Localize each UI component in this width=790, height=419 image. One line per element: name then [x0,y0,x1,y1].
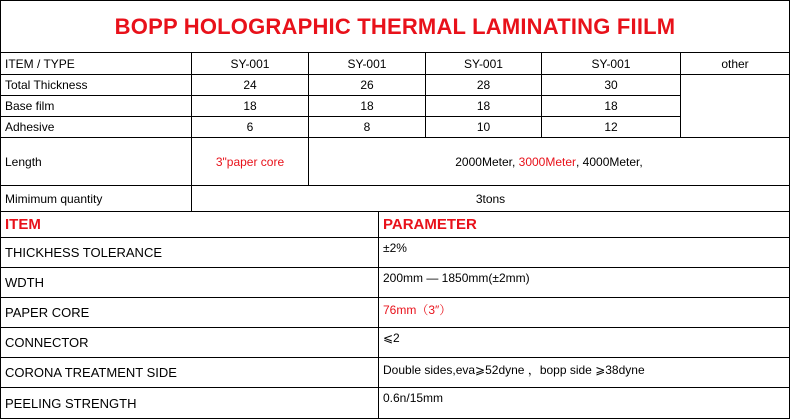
adhesive-row-label: Adhesive [1,117,192,138]
param-item: CONNECTOR [1,328,379,358]
length-value-4000: , 4000Meter, [576,154,643,169]
param-item: PEELING STRENGTH [1,388,379,418]
min-qty-value: 3tons [192,186,789,212]
param-item: WDTH [1,268,379,298]
other-blank-cell [681,75,789,138]
length-value-3000: 3000Meter [518,154,577,169]
adhesive-cell: 8 [309,117,426,138]
page-title: BOPP HOLOGRAPHIC THERMAL LAMINATING FIILM [1,1,789,53]
type-cell: SY-001 [309,53,426,75]
base-film-row-label: Base film [1,96,192,117]
param-value: Double sides,eva⩾52dyne ，bopp side ⩾38dyne [379,358,789,388]
type-cell-other: other [681,53,789,75]
param-value: ⩽2 [379,328,789,358]
thickness-row-label: Total Thickness [1,75,192,96]
param-value-paper-core: 76mm（3″） [379,298,789,328]
base-film-cell: 18 [192,96,309,117]
type-row-label: ITEM / TYPE [1,53,192,75]
base-film-cell: 18 [542,96,681,117]
adhesive-cell: 10 [426,117,542,138]
thickness-cell: 28 [426,75,542,96]
thickness-cell: 30 [542,75,681,96]
param-item: CORONA TREATMENT SIDE [1,358,379,388]
type-cell: SY-001 [542,53,681,75]
param-item: PAPER CORE [1,298,379,328]
length-value-2000: 2000Meter, [455,154,516,169]
parameter-header: PARAMETER [379,212,789,238]
param-item: THICKHESS TOLERANCE [1,238,379,268]
type-cell: SY-001 [192,53,309,75]
base-film-cell: 18 [309,96,426,117]
length-values [309,138,789,186]
base-film-cell: 18 [426,96,542,117]
adhesive-cell: 12 [542,117,681,138]
param-value: ±2% [379,238,789,268]
length-row-label: Length [1,138,192,186]
param-value: 200mm — 1850mm(±2mm) [379,268,789,298]
item-header: ITEM [1,212,379,238]
thickness-cell: 26 [309,75,426,96]
length-core: 3"paper core [192,138,309,186]
min-qty-label: Mimimum quantity [1,186,192,212]
param-value: 0.6n/15mm [383,391,444,405]
thickness-cell: 24 [192,75,309,96]
adhesive-cell: 6 [192,117,309,138]
type-cell: SY-001 [426,53,542,75]
